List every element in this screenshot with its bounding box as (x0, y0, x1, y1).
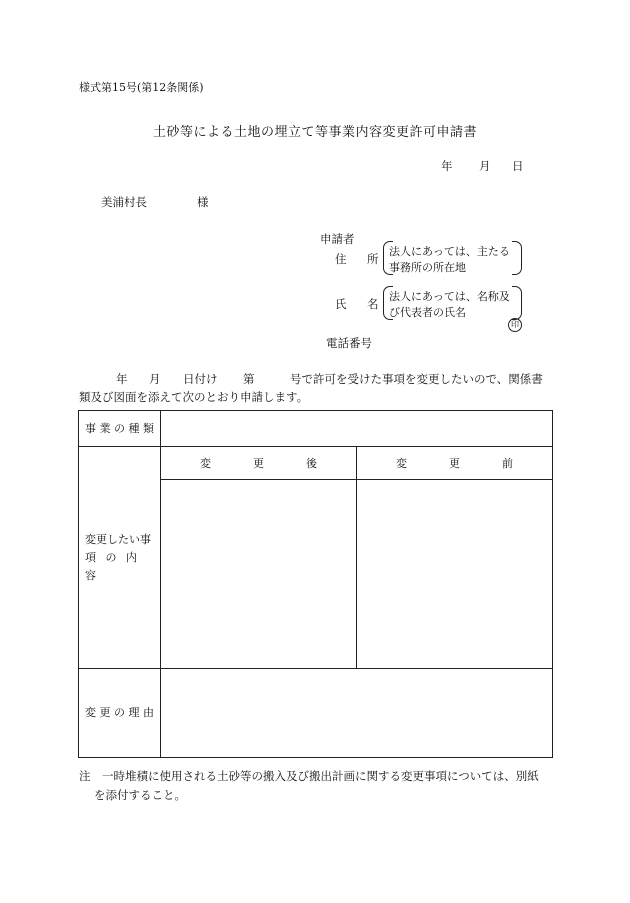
date-day-label: 日 (512, 159, 524, 173)
reason-label: 変 更 の 理 由 (79, 669, 161, 758)
change-details-table (78, 410, 553, 758)
body-date-suffix: 日付け (183, 372, 218, 386)
body-line2-text: 類及び図面を添えて次のとおり申請します。 (79, 390, 309, 404)
change-content-label (79, 447, 161, 669)
address-note-right-bracket (512, 241, 522, 275)
date-month-label: 月 (479, 159, 491, 173)
body-line1-text: 号で許可を受けた事項を変更したいので、関係書 (290, 372, 543, 386)
before-change-header (357, 447, 553, 480)
reason-field[interactable] (161, 669, 553, 758)
table-row-reason (79, 669, 553, 758)
change-content-label-line1: 変更したい事 (85, 532, 151, 546)
date-year-label: 年 (441, 159, 453, 173)
after-header-char1: 変 (200, 457, 211, 470)
addressee-name: 美浦村長 (101, 195, 147, 209)
after-change-field[interactable] (161, 480, 357, 669)
name-label-part2: 名 (367, 297, 379, 311)
applicant-label: 申請者 (320, 232, 355, 246)
name-note-right-bracket (512, 286, 522, 320)
before-change-field[interactable] (357, 480, 553, 669)
footnote-line1: 注 一時堆積に使用される土砂等の搬入及び搬出計画に関する変更事項については、別紙 (79, 769, 539, 783)
form-number: 様式第15号(第12条関係) (79, 81, 204, 94)
name-note-line1: 法人にあっては、名称及 (389, 290, 510, 303)
after-header-char2: 更 (253, 457, 264, 470)
body-year: 年 (116, 372, 128, 386)
after-header-char3: 後 (306, 457, 317, 470)
address-note-line2: 事務所の所在地 (389, 261, 466, 274)
seal-mark: 印 (508, 318, 522, 332)
address-label-part1: 住 (335, 252, 347, 266)
after-change-header (161, 447, 357, 480)
before-header-char1: 変 (396, 457, 407, 470)
address-note-line1: 法人にあっては、主たる (389, 245, 510, 258)
phone-label: 電話番号 (326, 336, 372, 350)
name-note-line2: び代表者の氏名 (389, 306, 466, 319)
addressee-honorific: 様 (197, 195, 209, 209)
document-title: 土砂等による土地の埋立て等事業内容変更許可申請書 (152, 125, 477, 140)
body-number-prefix: 第 (243, 372, 255, 386)
before-header-char2: 更 (449, 457, 460, 470)
change-content-label-line2: 項 の 内 容 (85, 550, 140, 582)
before-header-char3: 前 (502, 457, 513, 470)
business-type-field[interactable] (161, 411, 553, 447)
table-row-column-headers (79, 447, 553, 480)
address-label-part2: 所 (367, 252, 379, 266)
business-type-label: 事 業 の 種 類 (79, 411, 161, 447)
name-label-part1: 氏 (335, 297, 347, 311)
footnote-line2: を添付すること。 (94, 788, 186, 802)
table-row-business-type (79, 411, 553, 447)
body-month: 月 (149, 372, 161, 386)
